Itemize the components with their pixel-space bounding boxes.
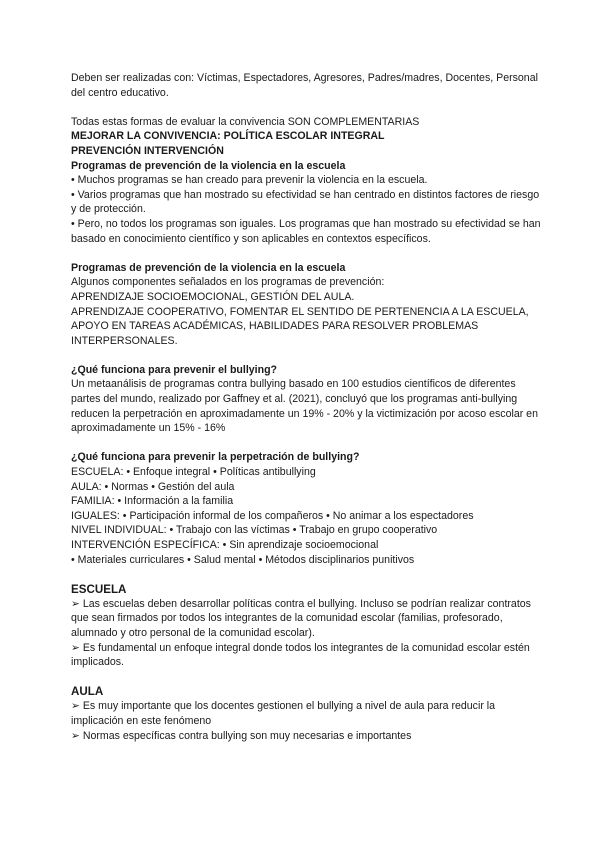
evaluators-paragraph: Deben ser realizadas con: Víctimas, Espectadores, Agresores, Padres/madres, Docentes, Personal del centro educativo. <box>71 72 538 99</box>
list-item: Algunos componentes señalados en los programas de prevención: <box>71 276 385 289</box>
section-title-aula: AULA <box>71 685 104 699</box>
list-item: ➢ Es muy importante que los docentes gestionen el bullying a nivel de aula para reducir la implicación en este fenómeno <box>71 700 496 727</box>
list-item: ➢ Es fundamental un enfoque integral donde todos los integrantes de la comunidad escolar estén implicados. <box>71 641 530 669</box>
section-title-escuela: ESCUELA <box>71 582 127 596</box>
section-title-perpetration: ¿Qué funciona para prevenir la perpetración de bullying? <box>71 451 360 464</box>
list-item: • Varios programas que han mostrado su efectividad se han centrado en distintos factores de riesgo y de protección. <box>71 188 540 216</box>
list-item: IGUALES: • Participación informal de los compañeros • No animar a los espectadores <box>71 509 474 522</box>
meta-analysis-paragraph: Un metaanálisis de programas contra bullying basado en 100 estudios científicos de diferentes partes del mundo, realizado por Gaffney et al. (2021), concluyó que los programas anti-bullying reducen la perpetración en aproximadamente un 19% - 20% y la victimización por acoso escolar en aproximadamente un 15% - 16% <box>71 378 538 435</box>
list-item: ESCUELA: • Enfoque integral • Políticas antibullying <box>71 466 316 479</box>
prevention-intervention-heading: PREVENCIÓN INTERVENCIÓN <box>71 144 224 157</box>
list-item: ➢ Normas específicas contra bullying son muy necesarias e importantes <box>71 729 412 742</box>
document-body <box>71 71 541 743</box>
list-item: FAMILIA: • Información a la familia <box>71 495 234 508</box>
list-item: APRENDIZAJE COOPERATIVO, FOMENTAR EL SENTIDO DE PERTENENCIA A LA ESCUELA, APOYO EN TAREAS ACADÉMICAS, HABILIDADES PARA RESOLVER PROBLEMAS INTERPERSONALES. <box>71 305 529 347</box>
integral-policy-heading: MEJORAR LA CONVIVENCIA: POLÍTICA ESCOLAR INTEGRAL <box>71 130 385 143</box>
list-item: AULA: • Normas • Gestión del aula <box>71 480 235 493</box>
list-item: • Materiales curriculares • Salud mental • Métodos disciplinarios punitivos <box>71 553 415 566</box>
list-item: • Pero, no todos los programas son iguales. Los programas que han mostrado su efectividad se han basado en conocimiento científico y son aplicables en contextos específicos. <box>71 217 541 245</box>
section-title-prevention-programs: Programas de prevención de la violencia en la escuela <box>71 159 346 172</box>
list-item: INTERVENCIÓN ESPECÍFICA: • Sin aprendizaje socioemocional <box>71 539 379 551</box>
list-item: • Muchos programas se han creado para prevenir la violencia en la escuela. <box>71 174 428 187</box>
list-item: NIVEL INDIVIDUAL: • Trabajo con las víctimas • Trabajo en grupo cooperativo <box>71 524 438 537</box>
complementary-line: Todas estas formas de evaluar la convivencia SON COMPLEMENTARIAS <box>71 115 420 128</box>
list-item: APRENDIZAJE SOCIOEMOCIONAL, GESTIÓN DEL AULA. <box>71 290 355 303</box>
section-title-prevention-components: Programas de prevención de la violencia en la escuela <box>71 261 346 274</box>
section-title-what-works: ¿Qué funciona para prevenir el bullying? <box>71 363 278 376</box>
list-item: ➢ Las escuelas deben desarrollar políticas contra el bullying. Incluso se podrían realizar contratos que sean firmados por todos los integrantes de la comunidad escolar (familias, profesorado, alumnado y otro personal de la comunidad escolar). <box>71 597 531 639</box>
